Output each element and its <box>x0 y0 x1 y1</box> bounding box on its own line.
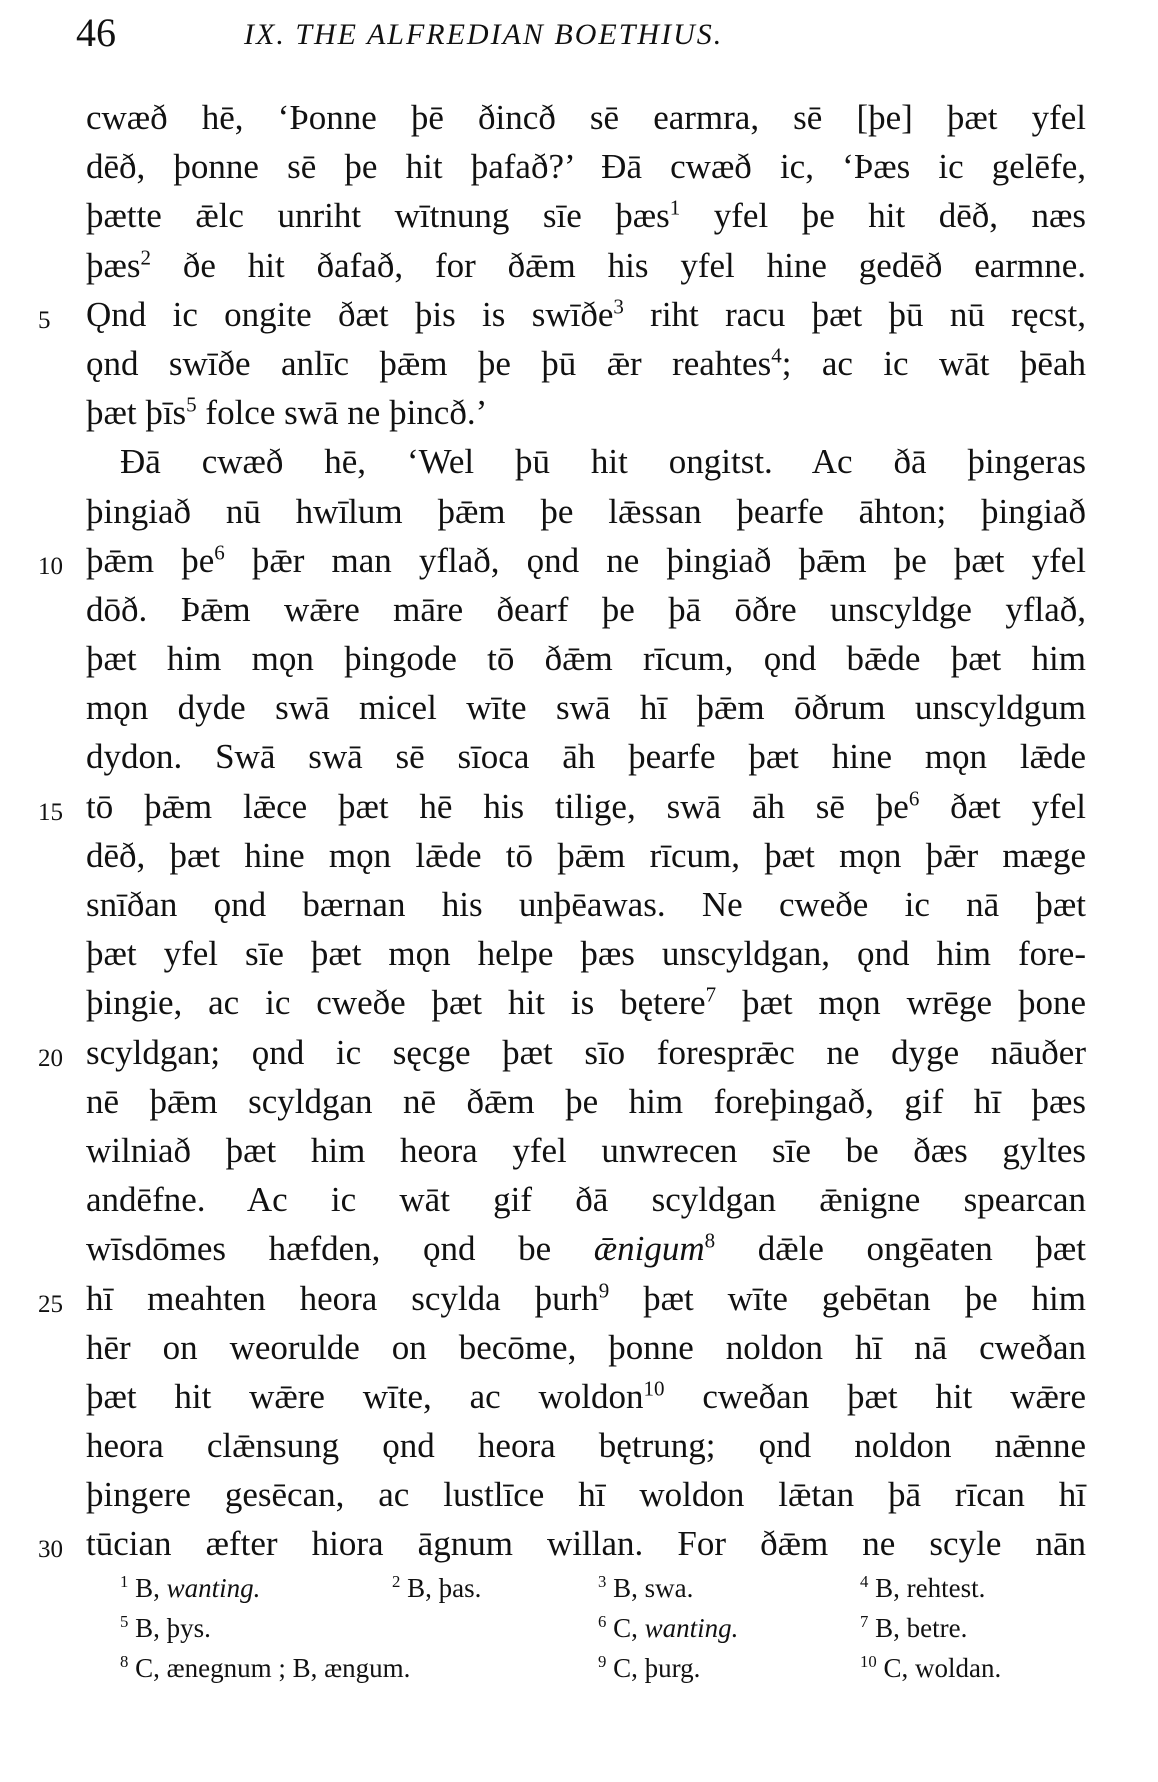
text-line <box>86 1470 1086 1519</box>
footnote <box>860 1608 967 1648</box>
page-number: 46 <box>76 10 116 55</box>
footnote-number: 6 <box>598 1612 607 1631</box>
footnote <box>860 1568 985 1608</box>
text-segment: cwæð hē, ‘Þonne þē ðincð sē earmra, sē [þe] þæt yfel <box>86 98 1086 137</box>
text-line <box>86 1077 1086 1126</box>
text-line <box>86 732 1086 781</box>
text-line <box>86 978 1086 1027</box>
text-segment: þingere gesēcan, ac lustlīce hī woldon lǣtan þā rīcan hī <box>86 1475 1086 1515</box>
text-segment: tūcian æfter hiora āgnum willan. For ðǣm ne scyle nān <box>86 1524 1086 1564</box>
text-segment: heora clǣnsung ǫnd heora bętrung; ǫnd noldon nǣnne <box>86 1426 1086 1466</box>
footnote-number: 9 <box>598 1652 607 1671</box>
text-line <box>38 1028 1086 1077</box>
footnote-text: þurg. <box>644 1653 701 1683</box>
running-head: IX. THE ALFREDIAN BOETHIUS. <box>244 18 724 51</box>
footnote <box>120 1648 410 1688</box>
footnote-number: 8 <box>120 1652 129 1671</box>
text-line <box>86 929 1086 978</box>
text-segment: yfel þe hit dēð, næs <box>680 196 1086 236</box>
footnote-row <box>120 1608 1080 1648</box>
text-segment: dǣle ongēaten þæt <box>715 1229 1086 1269</box>
footnote-siglum: B, <box>613 1573 638 1603</box>
text-line <box>86 1126 1086 1175</box>
text-segment: hī meahten heora scylda þurh <box>86 1278 599 1318</box>
footnote-siglum: C, <box>613 1613 638 1643</box>
text-segment: þætte ǣlc unriht wītnung sīe þæs <box>86 196 670 236</box>
footnote <box>120 1608 211 1648</box>
footnote-siglum: B, <box>407 1573 432 1603</box>
text-segment: þingie, ac ic cweðe þæt hit is bętere <box>86 983 706 1023</box>
text-segment: ðe hit ðafað, for ðǣm his yfel hine gedēð earmne. <box>150 245 1086 285</box>
footnote-text: ænegnum ; B, ængum. <box>166 1653 411 1683</box>
text-line <box>38 536 1086 585</box>
footnote <box>598 1608 738 1648</box>
text-line <box>38 1519 1086 1568</box>
text-segment: ǫnd swīðe anlīc þǣm þe þū ǣr reahtes <box>86 343 772 383</box>
footnotes <box>120 1568 1080 1688</box>
text-line <box>86 388 1086 437</box>
footnote-siglum: C, <box>883 1653 909 1683</box>
footnote-marker: 10 <box>643 1376 665 1401</box>
text-segment: dōð. Þǣm wǣre māre ðearf þe þā ōðre unscyldge yflað, <box>86 589 1086 629</box>
text-segment: þǣr man yflað, ǫnd ne þingiað þǣm þe þæt yfel <box>224 540 1086 580</box>
line-number: 25 <box>38 1290 63 1318</box>
text-segment: mǫn dyde swā micel wīte swā hī þǣm ōðrum unscyldgum <box>86 688 1086 728</box>
text-segment: þǣm þe <box>86 540 215 580</box>
line-number: 10 <box>38 552 63 580</box>
text-line <box>86 142 1086 191</box>
line-number: 5 <box>38 306 51 334</box>
text-line <box>38 1274 1087 1323</box>
footnote-text: rehtest. <box>906 1573 986 1603</box>
footnote-row <box>120 1648 1080 1688</box>
footnote-number: 2 <box>392 1572 401 1591</box>
footnote-row <box>120 1568 1080 1608</box>
footnote-marker: 5 <box>186 392 197 417</box>
text-segment: Ðā cwæð hē, ‘Wel þū hit ongitst. Ac ðā þingeras <box>120 442 1086 482</box>
text-segment: dydon. Swā swā sē sīoca āh þearfe þæt hine mǫn lǣde <box>86 737 1086 777</box>
footnote-text: wanting. <box>644 1613 739 1643</box>
text-segment: þingiað nū hwīlum þǣm þe lǣssan þearfe āhton; þingiað <box>86 491 1086 531</box>
text-line <box>86 1372 1086 1421</box>
text-line <box>86 1224 1086 1273</box>
footnote <box>860 1648 1001 1688</box>
body-text <box>38 93 1087 1569</box>
footnote-marker: 6 <box>908 785 920 810</box>
text-line <box>86 1323 1086 1372</box>
text-segment: þæt yfel sīe þæt mǫn helpe þæs unscyldgan, ǫnd him fore- <box>86 934 1086 974</box>
text-line <box>86 831 1086 880</box>
text-segment: nē þǣm scyldgan nē ðǣm þe him foreþingað, gif hī þæs <box>86 1081 1086 1121</box>
footnote-marker: 8 <box>704 1228 716 1253</box>
text-segment: scyldgan; ǫnd ic sęcge þæt sīo foresprǣc ne dyge nāuðer <box>86 1032 1086 1072</box>
line-number: 15 <box>38 798 63 826</box>
text-line <box>38 782 1087 831</box>
footnote-marker: 4 <box>771 343 782 368</box>
footnote <box>598 1648 700 1688</box>
footnote-number: 5 <box>120 1612 129 1631</box>
footnote-marker: 1 <box>669 195 681 220</box>
footnote-marker: 6 <box>214 540 225 565</box>
footnote-siglum: B, <box>135 1613 160 1643</box>
footnote-siglum: B, <box>135 1573 160 1603</box>
footnote-siglum: C, <box>613 1653 638 1683</box>
text-line <box>86 585 1086 634</box>
text-line <box>86 487 1086 536</box>
text-segment: þæs <box>86 245 141 285</box>
footnote-marker: 3 <box>613 294 624 319</box>
text-segment: andēfne. Ac ic wāt gif ðā scyldgan ǣnigne spearcan <box>86 1180 1086 1220</box>
text-segment: riht racu þæt þū nū ręcst, <box>623 294 1086 334</box>
footnote-marker: 2 <box>140 244 151 269</box>
text-segment: wilniað þæt him heora yfel unwrecen sīe be ðæs gyltes <box>86 1130 1086 1170</box>
footnote-text: þas. <box>438 1573 482 1603</box>
text-segment: tō þǣm lǣce þæt hē his tilige, swā āh sē þe <box>86 786 909 826</box>
text-line <box>86 339 1086 388</box>
footnote-siglum: C, <box>135 1653 160 1683</box>
footnote-text: wanting. <box>166 1573 261 1603</box>
footnote <box>392 1568 481 1608</box>
text-segment: Ǫnd ic ongite ðæt þis is swīðe <box>86 294 614 334</box>
footnote-siglum: B, <box>875 1613 900 1643</box>
text-line <box>86 93 1086 142</box>
text-segment: ðæt yfel <box>919 786 1087 826</box>
text-line <box>86 437 1086 486</box>
footnote-number: 1 <box>120 1572 129 1591</box>
footnote-marker: 9 <box>598 1277 610 1302</box>
footnote-marker: 7 <box>705 982 717 1007</box>
page-header <box>76 8 1086 58</box>
footnote-number: 4 <box>860 1572 869 1591</box>
text-line <box>86 1175 1086 1224</box>
text-segment: wīsdōmes hæfden, ǫnd be <box>86 1229 594 1269</box>
text-segment: ǣnigum <box>593 1229 705 1269</box>
footnote-text: betre. <box>906 1613 968 1643</box>
footnote-number: 10 <box>860 1652 877 1671</box>
footnote-text: swa. <box>644 1573 694 1603</box>
text-segment: þæt wīte gebētan þe him <box>609 1278 1087 1318</box>
text-segment: þæt þīs <box>86 393 187 433</box>
text-segment: þæt hit wǣre wīte, ac woldon <box>86 1376 644 1416</box>
text-segment: ; ac ic wāt þēah <box>781 343 1086 383</box>
line-number: 30 <box>38 1536 63 1564</box>
footnote <box>120 1568 260 1608</box>
text-segment: snīðan ǫnd bærnan his unþēawas. Ne cweðe ic nā þæt <box>86 885 1086 924</box>
text-segment: þæt him mǫn þingode tō ðǣm rīcum, ǫnd bǣde þæt him <box>86 639 1086 679</box>
text-line <box>86 191 1086 240</box>
text-line <box>86 683 1086 732</box>
footnote-number: 3 <box>598 1572 607 1591</box>
text-line <box>86 1421 1086 1470</box>
line-number: 20 <box>38 1044 63 1072</box>
footnote-text: þys. <box>166 1613 211 1643</box>
text-segment: dēð, þæt hine mǫn lǣde tō þǣm rīcum, þæt mǫn þǣr mæge <box>86 835 1086 875</box>
text-line <box>86 241 1086 290</box>
text-segment: cweðan þæt hit wǣre <box>664 1376 1087 1416</box>
text-segment: folce swā ne þincð.’ <box>196 393 488 433</box>
text-line <box>86 634 1086 683</box>
footnote-text: woldan. <box>915 1653 1002 1683</box>
text-line <box>86 880 1086 929</box>
text-segment: þæt mǫn wrēge þone <box>716 983 1086 1023</box>
footnote-siglum: B, <box>875 1573 900 1603</box>
footnote <box>598 1568 693 1608</box>
footnote-number: 7 <box>860 1612 869 1631</box>
text-line <box>38 290 1086 339</box>
text-segment: hēr on weorulde on becōme, þonne noldon hī nā cweðan <box>86 1327 1086 1367</box>
text-segment: dēð, þonne sē þe hit þafað?’ Ðā cwæð ic, ‘Þæs ic gelēfe, <box>86 147 1086 187</box>
